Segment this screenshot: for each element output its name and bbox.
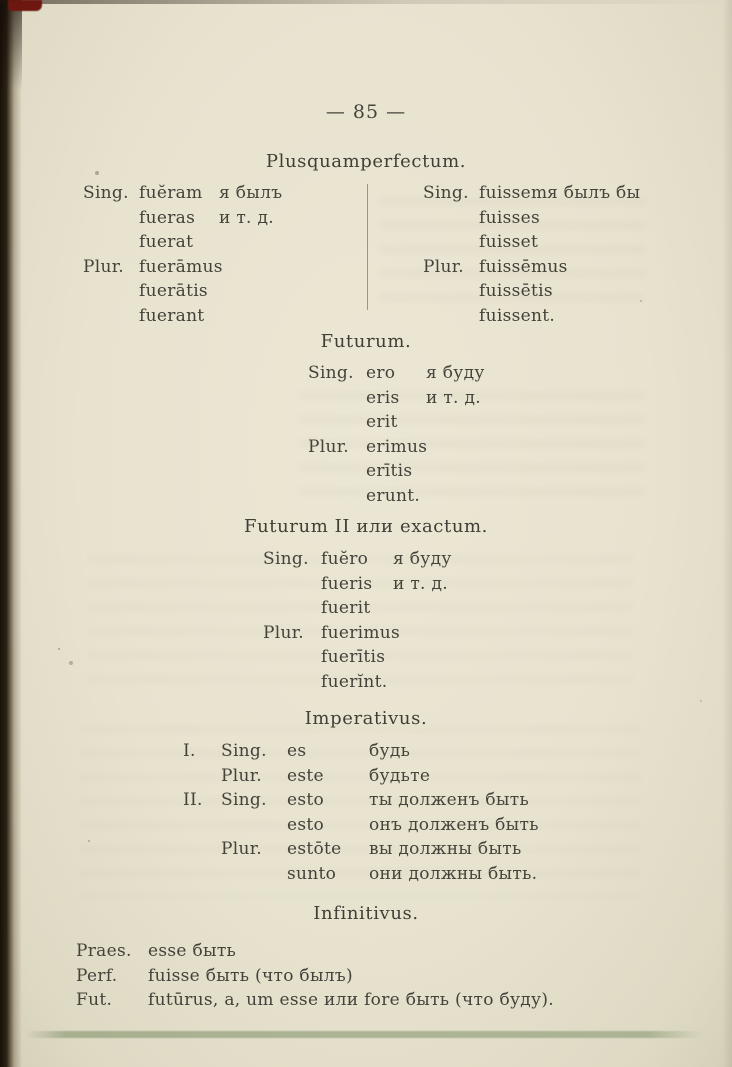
number-label (308, 459, 366, 484)
number-label: Sing. (263, 549, 309, 569)
paradigm-row (263, 645, 452, 670)
russian-gloss (219, 304, 282, 329)
paradigm-row (423, 230, 640, 255)
page-number: — 85 — (325, 101, 407, 123)
column-divider (367, 184, 368, 310)
russian-gloss (426, 410, 485, 435)
person-numeral: I. (183, 741, 196, 761)
latin-form: erimus (366, 436, 428, 457)
number-label (308, 410, 366, 435)
paradigm-row (83, 279, 282, 304)
russian-gloss (393, 670, 452, 695)
russian-gloss (426, 435, 485, 460)
paradigm-row (423, 279, 640, 304)
russian-gloss (426, 484, 485, 509)
number-label: Plur. (308, 436, 349, 457)
latin-form: fuisset (479, 232, 539, 252)
latin-form: fuerat (139, 232, 194, 252)
paradigm-row (183, 813, 539, 838)
number-label: Plur. (263, 622, 304, 643)
latin-form: erītis (366, 461, 413, 481)
plusquamperfectum-indicative-table (83, 181, 282, 328)
number-label (263, 645, 321, 670)
top-edge-shadow (0, 0, 732, 4)
paradigm-row (263, 547, 452, 572)
form-and-gloss: futūrus, a, um esse или fore быть (что буду). (148, 990, 554, 1010)
person-numeral (183, 813, 221, 838)
latin-form: fuisses (479, 207, 541, 228)
infinitivus-table (76, 939, 554, 1013)
paradigm-row (76, 939, 554, 964)
paradigm-row (183, 739, 539, 764)
russian-gloss: и т. д. (219, 207, 274, 228)
latin-form: estōte (287, 839, 342, 859)
person-numeral: II. (183, 790, 203, 810)
section-title-imperativus: Imperativus. (304, 708, 428, 729)
latin-form: fuerītis (321, 647, 386, 667)
russian-gloss: я буду (426, 363, 485, 383)
latin-form: esto (287, 790, 325, 810)
plusquamperfectum-subjunctive-table (423, 181, 640, 328)
latin-form: fuĕro (321, 549, 369, 569)
tense-label: Fut. (76, 990, 113, 1010)
number-label (308, 386, 366, 411)
paradigm-row (423, 255, 640, 280)
paradigm-row (263, 621, 452, 646)
number-label (83, 206, 139, 231)
latin-form: fuerit (321, 598, 371, 618)
person-numeral (183, 862, 221, 887)
paradigm-row (308, 484, 485, 509)
paradigm-row (83, 255, 282, 280)
latin-form: fuissēmus (479, 256, 568, 277)
paradigm-row (308, 361, 485, 386)
russian-gloss: я былъ бы (547, 183, 641, 203)
latin-form: fuerĭnt. (321, 671, 388, 692)
number-label (423, 206, 479, 231)
russian-gloss (426, 459, 485, 484)
number-label: Sing. (308, 363, 354, 383)
section-title-futurum-exactum: Futurum II или exactum. (243, 516, 489, 537)
number-label (423, 279, 479, 304)
number-label: Plur. (221, 839, 262, 859)
paradigm-row (263, 670, 452, 695)
section-title-infinitivus: Infinitivus. (313, 903, 419, 924)
imperativus-table (183, 739, 539, 886)
paradigm-row (83, 206, 282, 231)
person-numeral (183, 764, 221, 789)
number-label: Sing. (423, 183, 469, 203)
paradigm-row (308, 459, 485, 484)
russian-gloss (393, 596, 452, 621)
futurum-table (308, 361, 485, 508)
russian-gloss (219, 230, 282, 255)
russian-gloss: вы должны быть (369, 839, 522, 859)
futurum-exactum-table (263, 547, 452, 694)
number-label (221, 862, 287, 887)
paradigm-row (183, 837, 539, 862)
person-numeral (183, 837, 221, 862)
latin-form: fueras (139, 207, 196, 228)
number-label (83, 304, 139, 329)
tense-label: Perf. (76, 965, 118, 986)
latin-form: fueris (321, 573, 373, 594)
number-label (221, 813, 287, 838)
latin-form: fuissētis (479, 281, 553, 301)
tense-label: Praes. (76, 941, 132, 961)
scan-artifact-strip (26, 1031, 702, 1038)
form-and-gloss: fuisse быть (что былъ) (148, 965, 353, 986)
russian-gloss: будьте (369, 765, 431, 786)
latin-form: fuerātis (139, 281, 208, 301)
russian-gloss: ты долженъ быть (369, 790, 530, 810)
latin-form: fuĕram (139, 183, 203, 203)
section-title-plusquamperfectum: Plusquamperfectum. (265, 151, 467, 172)
russian-gloss (547, 206, 640, 231)
paradigm-row (263, 596, 452, 621)
latin-form: ero (366, 363, 396, 383)
russian-gloss: я буду (393, 549, 452, 569)
number-label (263, 596, 321, 621)
russian-gloss (219, 279, 282, 304)
russian-gloss (547, 255, 640, 280)
paradigm-row (308, 435, 485, 460)
russian-gloss: и т. д. (426, 387, 481, 408)
latin-form: sunto (287, 863, 337, 884)
red-ink-mark (8, 0, 42, 11)
paradigm-row (183, 862, 539, 887)
latin-form: fuissem (479, 183, 548, 203)
number-label: Sing. (83, 183, 129, 203)
paper-specks (0, 0, 2, 2)
russian-gloss (219, 255, 282, 280)
number-label (308, 484, 366, 509)
paradigm-row (83, 181, 282, 206)
russian-gloss: и т. д. (393, 573, 448, 594)
paradigm-row (183, 788, 539, 813)
number-label (83, 230, 139, 255)
paradigm-row (423, 304, 640, 329)
latin-form: este (287, 765, 324, 786)
paradigm-row (83, 304, 282, 329)
paradigm-row (423, 206, 640, 231)
latin-form: fuissent. (479, 305, 556, 326)
paradigm-row (76, 964, 554, 989)
number-label (423, 304, 479, 329)
russian-gloss: будь (369, 741, 411, 761)
russian-gloss (547, 230, 640, 255)
number-label (423, 230, 479, 255)
paradigm-row (423, 181, 640, 206)
paradigm-row (76, 988, 554, 1013)
russian-gloss (547, 279, 640, 304)
number-label (263, 572, 321, 597)
paradigm-row (308, 386, 485, 411)
latin-form: fuerimus (321, 622, 401, 643)
latin-form: erit (366, 412, 398, 432)
number-label: Sing. (221, 741, 267, 761)
latin-form: erunt. (366, 485, 421, 506)
russian-gloss (393, 645, 452, 670)
russian-gloss: онъ долженъ быть (369, 814, 539, 835)
latin-form: eris (366, 387, 400, 408)
number-label: Plur. (423, 256, 464, 277)
russian-gloss (393, 621, 452, 646)
latin-form: esto (287, 814, 325, 835)
number-label (263, 670, 321, 695)
russian-gloss: я былъ (219, 183, 283, 203)
number-label (83, 279, 139, 304)
number-label: Sing. (221, 790, 267, 810)
russian-gloss (547, 304, 640, 329)
section-title-futurum: Futurum. (320, 331, 412, 352)
latin-form: fuerāmus (139, 256, 223, 277)
paradigm-row (263, 572, 452, 597)
form-and-gloss: esse быть (148, 941, 237, 961)
paradigm-row (83, 230, 282, 255)
number-label: Plur. (83, 256, 124, 277)
latin-form: fuerant (139, 305, 205, 326)
russian-gloss: они должны быть. (369, 863, 538, 884)
latin-form: es (287, 741, 307, 761)
number-label: Plur. (221, 765, 262, 786)
paradigm-row (183, 764, 539, 789)
paradigm-row (308, 410, 485, 435)
